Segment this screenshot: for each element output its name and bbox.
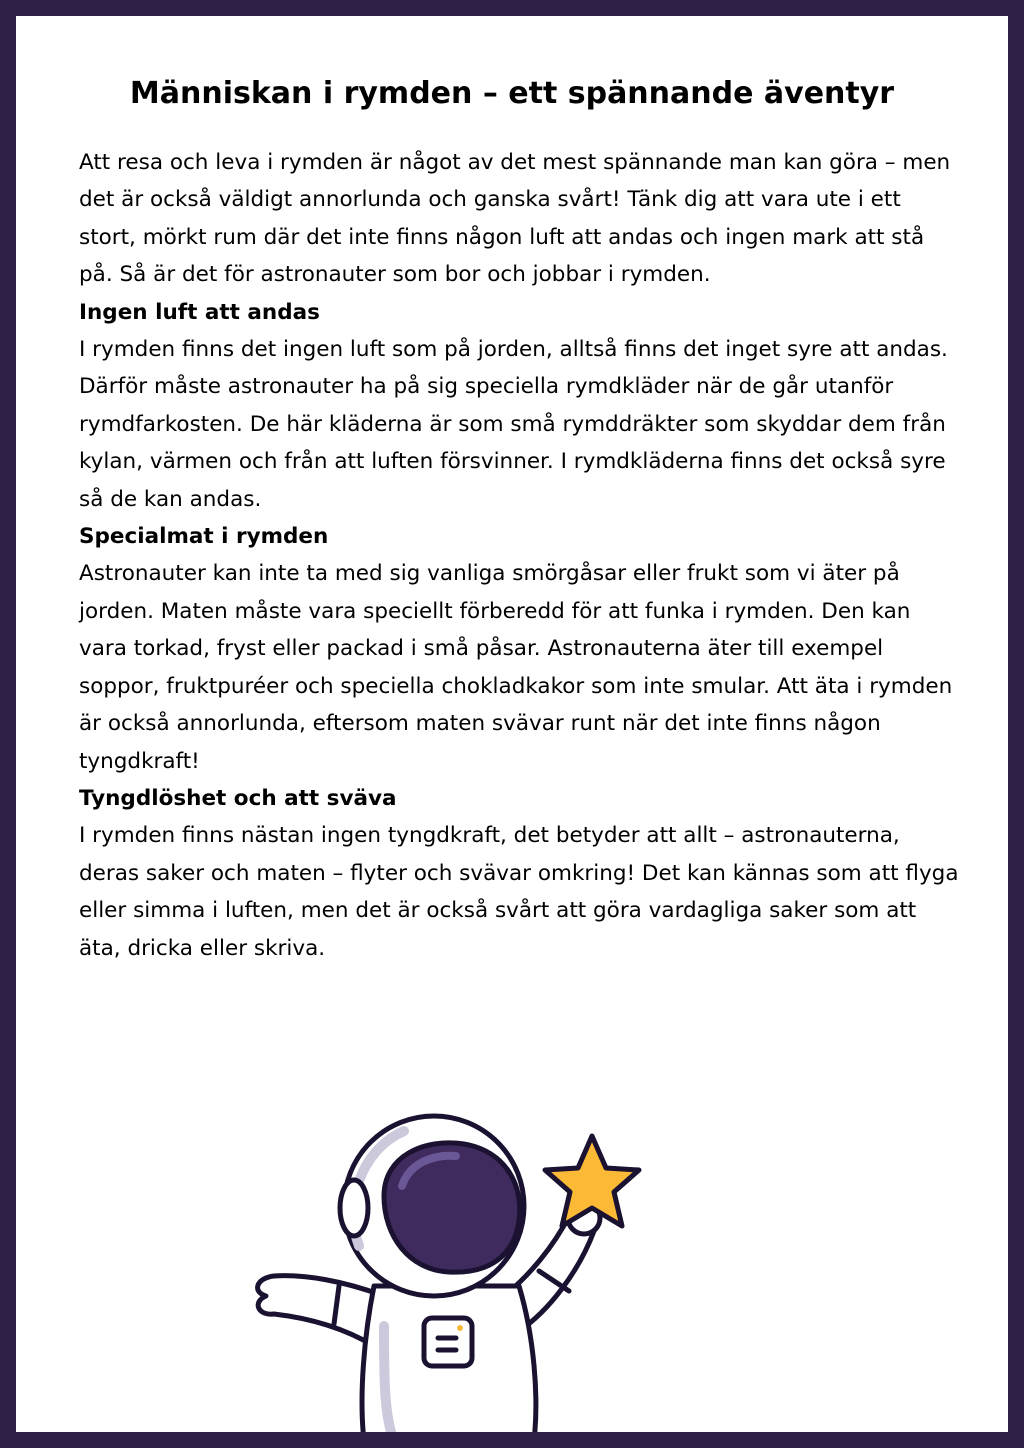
section-heading-weightlessness: Tyngdlöshet och att sväva (79, 785, 397, 811)
section-heading-air: Ingen luft att andas (79, 299, 320, 325)
worksheet-page (16, 16, 1008, 1432)
section-heading-food: Specialmat i rymden (79, 524, 329, 550)
section-text-air: I rymden finns det ingen luft som på jorden, alltså finns det inget syre att andas. Därför måste astronauter ha på sig speciella rymdkläder när de går utanför rymdfarkosten. De här kläderna är som små rymddräkter som skyddar dem från kylan, värmen och från att luften försvinner. I rymdkläderna finns det också syre så de kan andas. (79, 337, 948, 512)
page-title: Människan i rymden – ett spännande äventyr (129, 76, 895, 111)
section-text-food: Astronauter kan inte ta med sig vanliga smörgåsar eller frukt som vi äter på jorden. Maten måste vara speciellt förberedd för att funka i rymden. Den kan vara torkad, fryst eller packad i små påsar. Astronauterna äter till exempel soppor, fruktpuréer och speciella chokladkakor som inte smular. Att äta i rymden är också annorlunda, eftersom maten svävar runt när det inte finns någon tyngdkraft! (79, 561, 953, 774)
astronaut-illustration (234, 1096, 654, 1432)
astronaut-visor (384, 1143, 520, 1272)
article-body (79, 144, 959, 967)
intro-paragraph: Att resa och leva i rymden är något av det mest spännande man kan göra – men det är också väldigt annorlunda och ganska svårt! Tänk dig att vara ute i ett stort, mörkt rum där det inte finns någon luft att andas och ingen mark att stå på. Så är det för astronauter som bor och jobbar i rymden. (79, 150, 951, 288)
section-text-weightlessness: I rymden finns nästan ingen tyngdkraft, det betyder att allt – astronauterna, deras saker och maten – flyter och svävar omkring! Det kan kännas som att flyga eller simma i luften, men det är också svårt att göra vardagliga saker som att äta, dricka eller skriva. (79, 823, 959, 961)
chest-panel (424, 1318, 472, 1366)
